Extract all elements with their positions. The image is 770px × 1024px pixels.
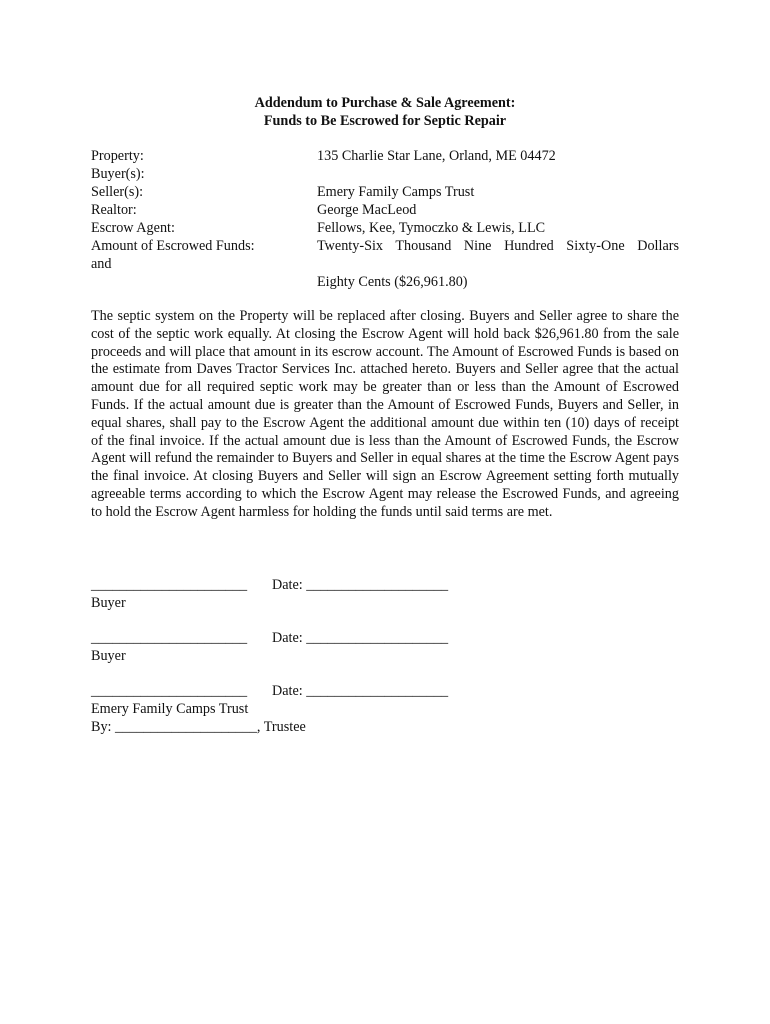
amount-value-line2: Eighty Cents ($26,961.80) [317, 274, 468, 290]
document-title-line2: Funds to Be Escrowed for Septic Repair [263, 113, 507, 129]
escrow-agent-value: Fellows, Kee, Tymoczko & Lewis, LLC [317, 220, 546, 236]
signature-label-1: Buyer [91, 595, 126, 611]
signature-block-2 [91, 629, 449, 647]
signature-line-3[interactable]: ______________________ [91, 683, 248, 699]
signature-label-2: Buyer [91, 648, 126, 664]
amount-continuation: and [91, 256, 112, 272]
trustee-line[interactable]: By: ____________________, Trustee [91, 719, 306, 735]
property-value: 135 Charlie Star Lane, Orland, ME 04472 [317, 148, 556, 164]
amount-value-line1: Twenty-Six Thousand Nine Hundred Sixty-One Dollars [317, 238, 679, 254]
signature-block-1 [91, 576, 449, 594]
document-title-line1: Addendum to Purchase & Sale Agreement: [254, 95, 516, 111]
signature-label-3: Emery Family Camps Trust [91, 701, 249, 717]
date-line-1[interactable]: Date: ____________________ [272, 577, 449, 593]
seller-value: Emery Family Camps Trust [317, 184, 475, 200]
signature-line-1[interactable]: ______________________ [91, 577, 248, 593]
signature-line-2[interactable]: ______________________ [91, 630, 248, 646]
buyers-label: Buyer(s): [91, 166, 145, 182]
realtor-label: Realtor: [91, 202, 137, 218]
signature-block-3 [91, 682, 449, 700]
body-paragraph: The septic system on the Property will be replaced after closing. Buyers and Seller agree to share the cost of the septic work equally. At closing the Escrow Agent will hold back $26,961.80 from the sale proceeds and will place that amount in its escrow account. The Amount of Escrowed Funds is based on the estimate from Daves Tractor Services Inc. attached hereto. Buyers and Seller agree that the actual amount due for all required septic work may be greater than or less than the Amount of Escrowed Funds. If the actual amount due is greater than the Amount of Escrowed Funds, Buyers and Seller, in equal shares, shall pay to the Escrow Agent the additional amount due within ten (10) days of receipt of the final invoice. If the actual amount due is less than the Amount of Escrowed Funds, the Escrow Agent will refund the remainder to Buyers and Seller in equal shares at the time the Escrow Agent pays the final invoice. At closing Buyers and Seller will sign an Escrow Agreement setting forth mutually agreeable terms according to which the Escrow Agent may release the Escrowed Funds, and agreeing to hold the Escrow Agent harmless for holding the funds until said terms are met. [91, 308, 679, 520]
realtor-value: George MacLeod [317, 202, 417, 218]
date-line-3[interactable]: Date: ____________________ [272, 683, 449, 699]
property-label: Property: [91, 148, 144, 164]
amount-label: Amount of Escrowed Funds: [91, 238, 255, 254]
seller-label: Seller(s): [91, 184, 144, 200]
escrow-agent-label: Escrow Agent: [91, 220, 175, 236]
date-line-2[interactable]: Date: ____________________ [272, 630, 449, 646]
